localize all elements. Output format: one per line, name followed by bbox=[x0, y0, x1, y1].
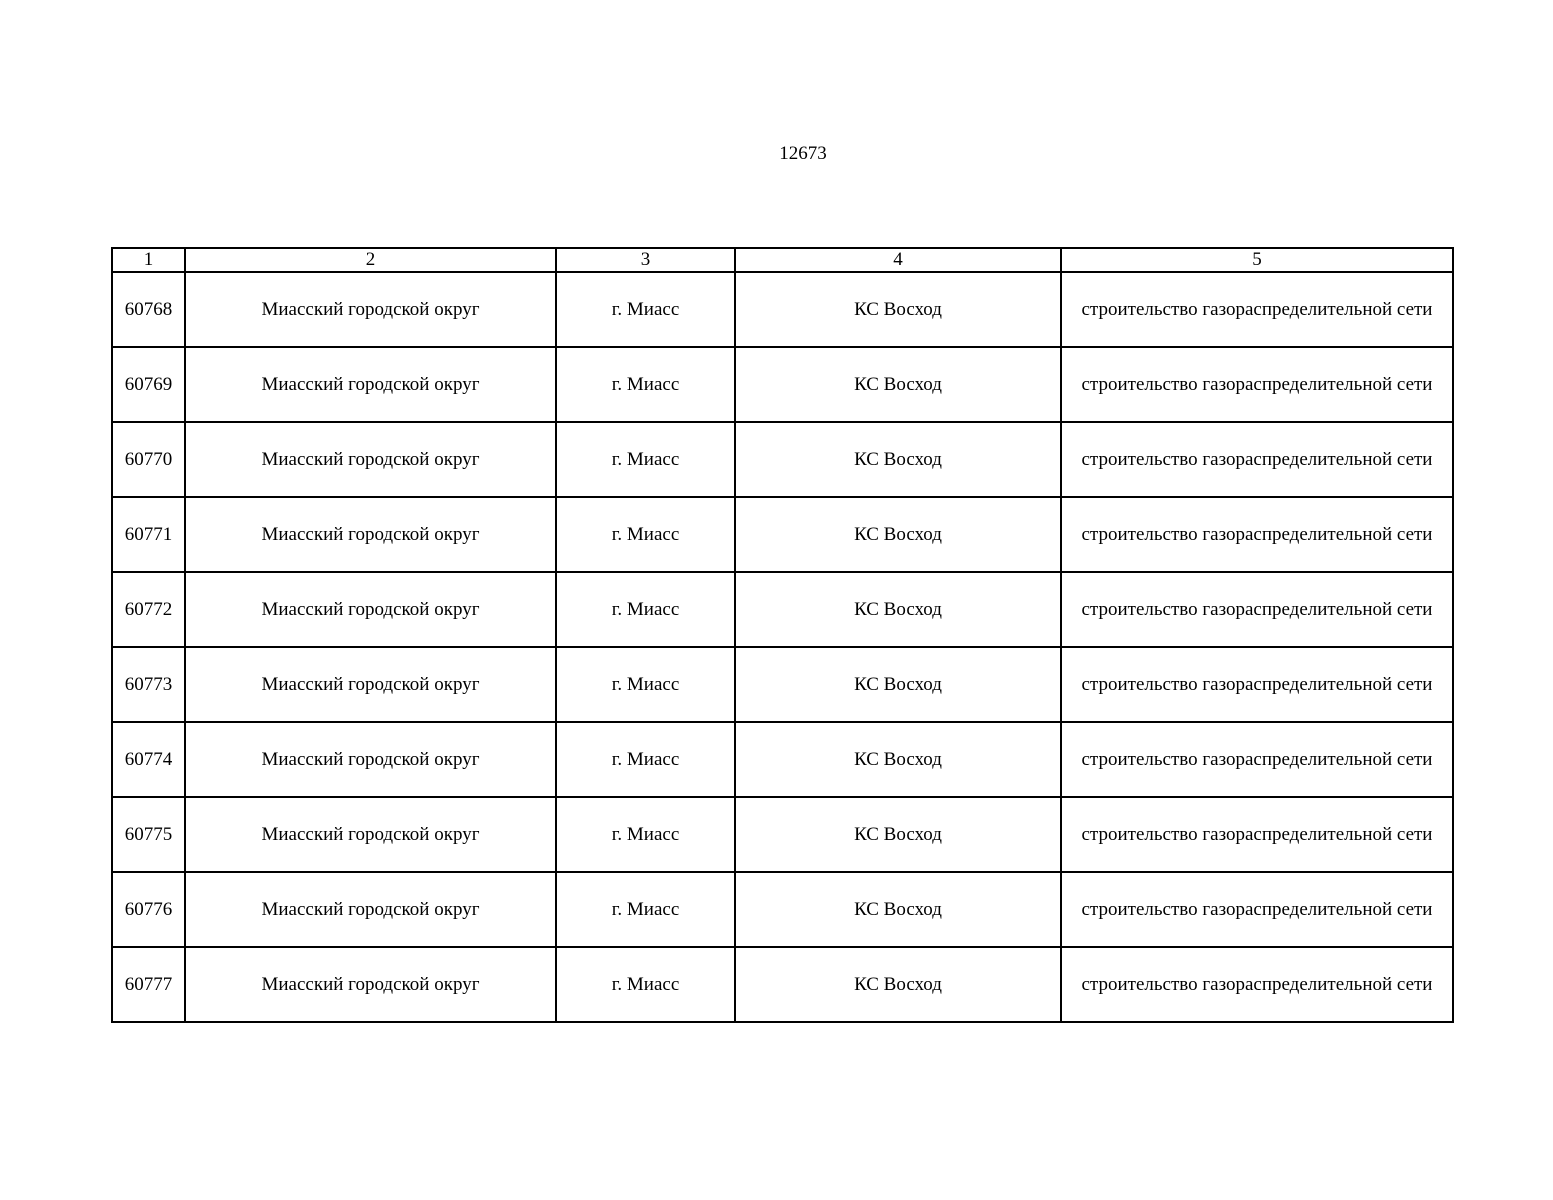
table-row bbox=[112, 872, 1453, 947]
cell-municipality: Миасский городской округ bbox=[185, 422, 556, 497]
cell-purpose: строительство газораспределительной сети bbox=[1061, 497, 1453, 572]
cell-municipality: Миасский городской округ bbox=[185, 872, 556, 947]
column-header: 1 bbox=[112, 248, 185, 272]
cell-purpose: строительство газораспределительной сети bbox=[1061, 797, 1453, 872]
cell-number: 60774 bbox=[112, 722, 185, 797]
cell-purpose: строительство газораспределительной сети bbox=[1061, 572, 1453, 647]
cell-object: КС Восход bbox=[735, 347, 1061, 422]
table-row bbox=[112, 722, 1453, 797]
cell-municipality: Миасский городской округ bbox=[185, 347, 556, 422]
cell-object: КС Восход bbox=[735, 872, 1061, 947]
cell-purpose: строительство газораспределительной сети bbox=[1061, 272, 1453, 347]
cell-purpose: строительство газораспределительной сети bbox=[1061, 872, 1453, 947]
column-header: 2 bbox=[185, 248, 556, 272]
cell-number: 60777 bbox=[112, 947, 185, 1022]
cell-object: КС Восход bbox=[735, 722, 1061, 797]
cell-object: КС Восход bbox=[735, 797, 1061, 872]
table-row bbox=[112, 647, 1453, 722]
cell-settlement: г. Миасс bbox=[556, 647, 735, 722]
table-row bbox=[112, 947, 1453, 1022]
cell-object: КС Восход bbox=[735, 272, 1061, 347]
cell-purpose: строительство газораспределительной сети bbox=[1061, 722, 1453, 797]
cell-purpose: строительство газораспределительной сети bbox=[1061, 947, 1453, 1022]
table-row bbox=[112, 347, 1453, 422]
cell-settlement: г. Миасс bbox=[556, 422, 735, 497]
cell-municipality: Миасский городской округ bbox=[185, 797, 556, 872]
cell-municipality: Миасский городской округ bbox=[185, 722, 556, 797]
cell-municipality: Миасский городской округ bbox=[185, 572, 556, 647]
cell-number: 60768 bbox=[112, 272, 185, 347]
cell-municipality: Миасский городской округ bbox=[185, 272, 556, 347]
cell-object: КС Восход bbox=[735, 422, 1061, 497]
cell-settlement: г. Миасс bbox=[556, 347, 735, 422]
table-body bbox=[112, 272, 1453, 1022]
cell-purpose: строительство газораспределительной сети bbox=[1061, 422, 1453, 497]
cell-municipality: Миасский городской округ bbox=[185, 497, 556, 572]
cell-settlement: г. Миасс bbox=[556, 947, 735, 1022]
cell-purpose: строительство газораспределительной сети bbox=[1061, 647, 1453, 722]
cell-number: 60772 bbox=[112, 572, 185, 647]
cell-object: КС Восход bbox=[735, 572, 1061, 647]
table-row bbox=[112, 797, 1453, 872]
page-number: 12673 bbox=[779, 143, 827, 164]
column-header: 5 bbox=[1061, 248, 1453, 272]
cell-number: 60773 bbox=[112, 647, 185, 722]
cell-object: КС Восход bbox=[735, 647, 1061, 722]
cell-number: 60776 bbox=[112, 872, 185, 947]
cell-number: 60769 bbox=[112, 347, 185, 422]
table-row bbox=[112, 572, 1453, 647]
cell-settlement: г. Миасс bbox=[556, 797, 735, 872]
cell-object: КС Восход bbox=[735, 497, 1061, 572]
cell-settlement: г. Миасс bbox=[556, 722, 735, 797]
column-header: 4 bbox=[735, 248, 1061, 272]
table-row bbox=[112, 272, 1453, 347]
cell-object: КС Восход bbox=[735, 947, 1061, 1022]
cell-purpose: строительство газораспределительной сети bbox=[1061, 347, 1453, 422]
data-table bbox=[111, 247, 1454, 1023]
cell-municipality: Миасский городской округ bbox=[185, 947, 556, 1022]
table-header-row bbox=[112, 248, 1453, 272]
cell-settlement: г. Миасс bbox=[556, 572, 735, 647]
table-row bbox=[112, 422, 1453, 497]
cell-settlement: г. Миасс bbox=[556, 497, 735, 572]
table-row bbox=[112, 497, 1453, 572]
cell-number: 60775 bbox=[112, 797, 185, 872]
cell-settlement: г. Миасс bbox=[556, 872, 735, 947]
column-header: 3 bbox=[556, 248, 735, 272]
cell-municipality: Миасский городской округ bbox=[185, 647, 556, 722]
cell-number: 60771 bbox=[112, 497, 185, 572]
cell-number: 60770 bbox=[112, 422, 185, 497]
cell-settlement: г. Миасс bbox=[556, 272, 735, 347]
